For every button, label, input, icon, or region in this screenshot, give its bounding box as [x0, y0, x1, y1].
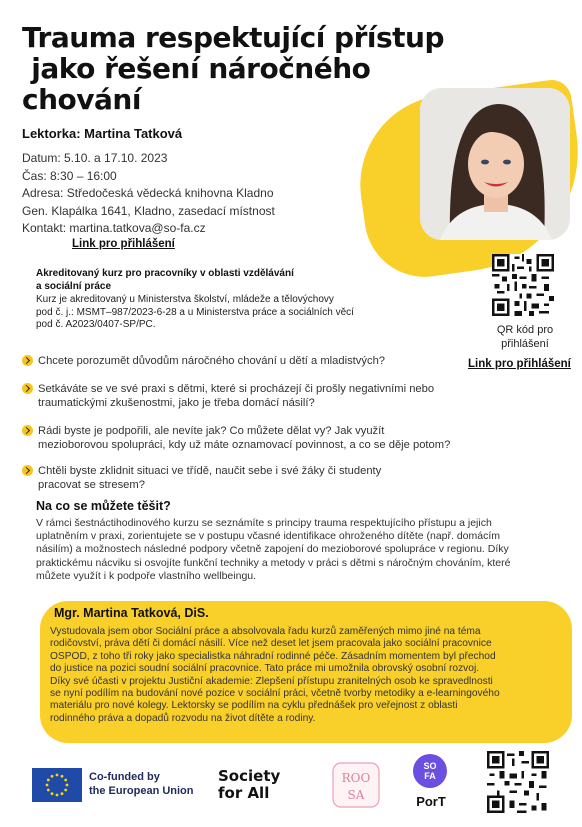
eu-funding-line: Co-funded by	[89, 771, 160, 783]
bio-line: materiálu pro nové kolegy. Lektorsky se podílím na cyklu přednášek pro veřejnost z oblasti	[50, 700, 458, 712]
society-for-all-logo	[218, 768, 280, 802]
qr-code[interactable]	[492, 254, 554, 316]
event-details	[22, 150, 275, 238]
event-date: Datum: 5.10. a 17.10. 2023	[22, 151, 168, 165]
question-text: Rádi byste je podpořili, ale nevíte jak? Co můžete dělat vy? Jak využít	[38, 425, 385, 437]
bio-line: rodičovství, práva dětí či domácí násilí. Více než deset let jsem pracovala jako sociální pracovnice	[50, 638, 492, 650]
event-time: Čas: 8:30 – 16:00	[22, 168, 117, 183]
accreditation-text-line3: pod č. A2023/0407-SP/PC.	[36, 319, 156, 330]
accreditation-block	[36, 268, 436, 332]
logo-text-line: Society	[218, 767, 281, 785]
paragraph-line: můžete využít i k podpoře vlastního wellbeingu.	[36, 569, 257, 582]
question-text-line2: pracovat se stresem?	[38, 479, 145, 491]
qr-code-footer[interactable]	[487, 751, 549, 813]
sofa-logo	[413, 754, 447, 788]
qr-caption	[488, 324, 562, 351]
chevron-right-icon	[22, 425, 33, 436]
bio-line: Díky své účasti v projektu Justiční akademie: Zlepšení přístupu zranitelných osob ke spravedlnosti	[50, 675, 493, 687]
event-contact: Kontakt: martina.tatkova@so-fa.cz	[22, 221, 206, 235]
paragraph-line: V rámci šestnáctihodinového kurzu se seznámíte s principy trauma respektujícího přístupu a jejich	[36, 517, 492, 529]
bio-text	[50, 626, 570, 725]
event-address: Adresa: Středočeská vědecká knihovna Kladno	[22, 186, 274, 200]
eu-funding-label	[89, 770, 194, 798]
accreditation-text-line2: pod č. j.: MSMT–987/2023-6-28 a u Ministerstva práce a sociálních věcí	[36, 306, 354, 318]
bio-name: Mgr. Martina Tatková, DiS.	[54, 606, 209, 620]
lecturer-name: Lektorka: Martina Tatková	[22, 126, 183, 141]
eu-flag-icon	[32, 768, 82, 802]
accreditation-text: Kurz je akreditovaný u Ministerstva školství, mládeže a tělovýchovy	[36, 294, 334, 305]
accreditation-title-line2: a sociální práce	[36, 280, 112, 292]
paragraph-line: praktickému nácviku si osvojíte funkční techniky a metody v práci s dětmi s náročným chováním, které	[36, 556, 511, 569]
qr-caption-line: přihlášení	[501, 337, 549, 350]
qr-caption-line: QR kód pro	[496, 324, 554, 336]
port-logo-text: PorT	[416, 794, 446, 809]
sofa-logo-text: FA	[424, 771, 436, 781]
accreditation-title: Akreditovaný kurz pro pracovníky v oblasti vzdělávání	[36, 268, 294, 279]
roosa-logo-text: SA	[347, 788, 365, 802]
section-heading: Na co se můžete těšit?	[36, 499, 171, 513]
question-item	[22, 354, 492, 368]
bio-line: OSPOD, z toho tři roky jako specialistka náhradní rodinné péče. Zásadním momentem byl přechod	[50, 650, 496, 662]
bio-line: se nyní podílím na budování nové pozice v sociální práci, včetně tvorby metodiky a e-learningového	[50, 688, 500, 700]
chevron-right-icon	[22, 465, 33, 476]
question-text: Chtěli byste zklidnit situaci ve třídě, naučit sebe i své žáky či studenty	[38, 465, 382, 477]
question-item	[22, 382, 492, 410]
paragraph-line: uplatněním v praxi, zorientujete se v postupu včasné identifikace ohroženého dítěte (např. domácím	[36, 530, 501, 543]
sofa-logo-text: SO	[423, 761, 437, 771]
question-text-line2: mezioborovou spolupráci, kdy už máte oznamovací povinnost, a co se děje potom?	[38, 439, 451, 451]
question-item	[22, 464, 492, 492]
lecturer-portrait	[420, 88, 570, 240]
title-line: Trauma respektující přístup	[22, 21, 445, 54]
eu-funding-line: the European Union	[89, 785, 194, 797]
chevron-right-icon	[22, 383, 33, 394]
title-line: jako řešení náročného	[22, 52, 371, 85]
question-item	[22, 424, 492, 452]
question-text: Chcete porozumět důvodům náročného chování u dětí a mladistvých?	[38, 355, 386, 367]
paragraph-line: násilím) a možnostech následné podpory včetně zapojení do mezioborové spolupráce v regionu. Díky	[36, 543, 509, 556]
roosa-logo	[332, 762, 380, 808]
title-line: chování	[22, 83, 141, 116]
registration-link-secondary[interactable]: Link pro přihlášení	[468, 358, 571, 370]
bio-line: Vystudovala jsem obor Sociální práce a absolvovala řadu kurzů zaměřených mimo jiné na téma	[50, 626, 481, 637]
roosa-logo-text: ROO	[341, 771, 371, 785]
event-address-line2: Gen. Klapálka 1641, Kladno, zasedací místnost	[22, 203, 275, 218]
question-text-line2: traumatickými zkušenostmi, jako je třeba domácí násilí?	[38, 397, 315, 409]
bio-line: do justice na pozici soudní sociální pracovnice. Tato práce mi umožnila obrovský osobní rozvoj.	[50, 663, 480, 675]
registration-link[interactable]: Link pro přihlášení	[72, 238, 175, 250]
chevron-right-icon	[22, 355, 33, 366]
bio-line: rodinného práva a dopadů rozvodu na život dítěte a rodiny.	[50, 712, 316, 724]
section-paragraph	[36, 517, 544, 583]
logo-text-line: for All	[218, 784, 270, 802]
question-text: Setkáváte se ve své praxi s dětmi, které si procházejí či prošly negativními nebo	[38, 383, 435, 395]
